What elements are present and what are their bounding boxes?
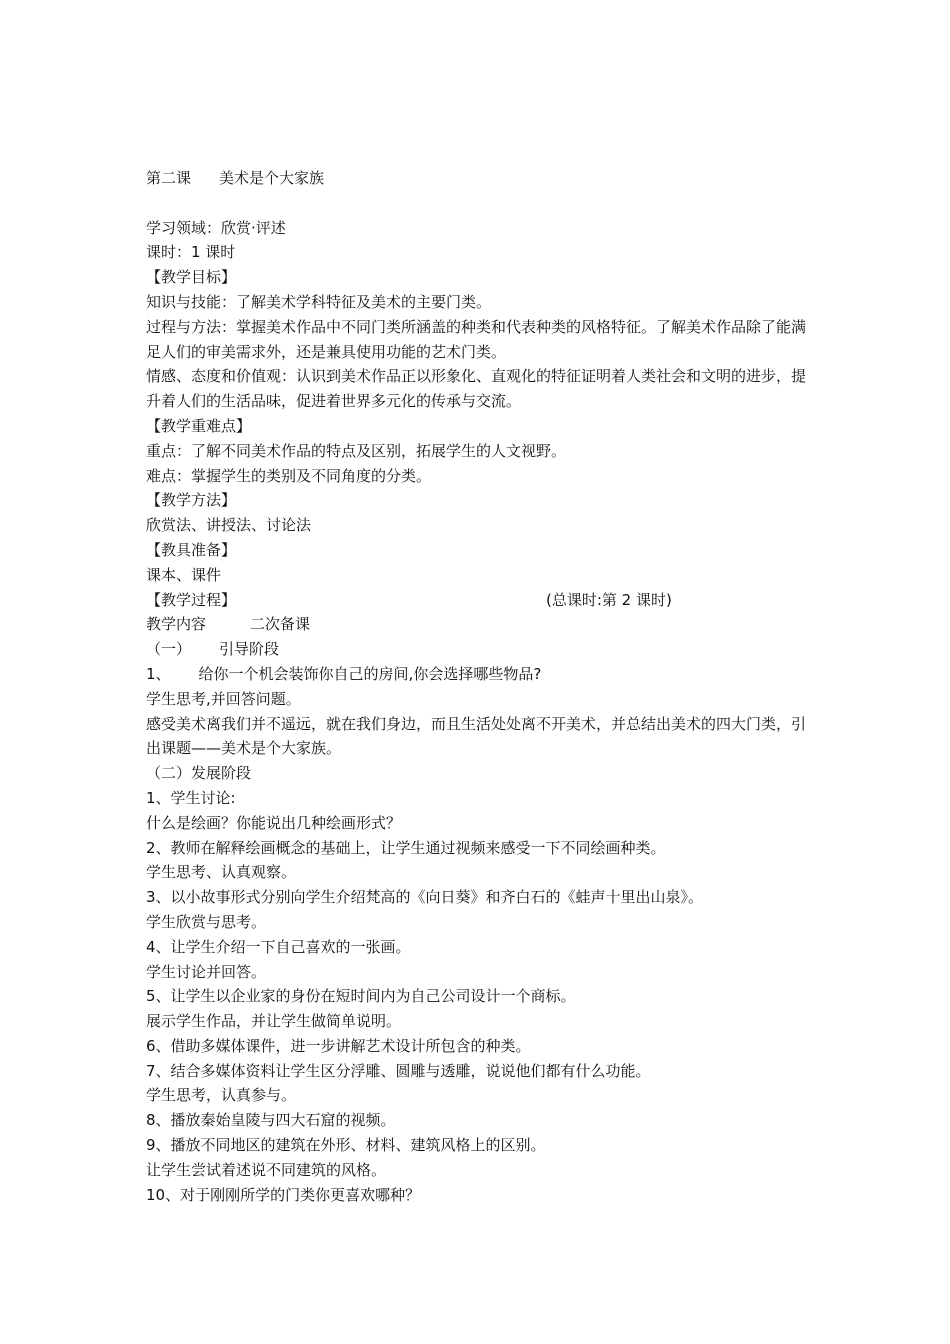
class-hours: 课时：1 课时 <box>146 243 236 262</box>
stage1-item1-text: 给你一个机会装饰你自己的房间,你会选择哪些物品? <box>198 664 542 683</box>
stage2-line: 10、对于刚刚所学的门类你更喜欢哪种？ <box>146 1185 421 1204</box>
stage1-line3: 感受美术离我们并不遥远，就在我们身边，而且生活处处离不开美术，并总结出美术的四大门类，引出课题——美术是个大家族。 <box>146 714 807 758</box>
stage2-line: 4、让学生介绍一下自己喜欢的一张画。 <box>146 937 411 956</box>
process-heading: 【教学过程】 <box>146 590 237 609</box>
stage1-heading <box>146 637 818 662</box>
stage2-list <box>146 786 818 1208</box>
stage1-item1 <box>146 662 818 687</box>
stage1-title: 引导阶段 <box>219 640 280 659</box>
stage2-line: 什么是绘画？你能说出几种绘画形式？ <box>146 813 402 832</box>
stage2-line: 学生思考、认真观察。 <box>146 863 297 882</box>
difficult-point: 难点：掌握学生的类别及不同角度的分类。 <box>146 466 432 485</box>
objective-values: 情感、态度和价值观：认识到美术作品正以形象化、直观化的特征证明着人类社会和文明的进步，提升着人们的生活品味，促进着世界多元化的传承与交流。 <box>146 367 807 411</box>
stage2-line: 7、结合多媒体资料让学生区分浮雕、圆雕与透雕，说说他们都有什么功能。 <box>146 1061 651 1080</box>
objectives-heading: 【教学目标】 <box>146 268 237 287</box>
lesson-name: 美术是个大家族 <box>219 169 325 187</box>
learning-domain: 学习领域：欣赏·评述 <box>146 218 286 237</box>
stage2-line: 学生讨论并回答。 <box>146 962 267 981</box>
stage2-line: 5、让学生以企业家的身份在短时间内为自己公司设计一个商标。 <box>146 987 576 1006</box>
lesson-number: 第二课 <box>146 169 192 187</box>
column-teaching-content: 教学内容 <box>146 615 207 634</box>
stage1-number: （一） <box>146 640 192 659</box>
document-body <box>146 166 818 1207</box>
key-difficult-heading: 【教学重难点】 <box>146 416 252 435</box>
stage2-line: 9、播放不同地区的建筑在外形、材料、建筑风格上的区别。 <box>146 1136 546 1155</box>
lesson-title <box>146 166 818 191</box>
method-heading: 【教学方法】 <box>146 491 237 510</box>
stage1-line2: 学生思考,并回答问题。 <box>146 689 301 708</box>
stage2-line: 3、以小故事形式分别向学生介绍梵高的《向日葵》和齐白石的《蛙声十里出山泉》。 <box>146 888 704 907</box>
stage1-item1-number: 1、 <box>146 664 171 683</box>
prep-text: 课本、课件 <box>146 565 222 584</box>
stage2-line: 1、学生讨论: <box>146 788 236 807</box>
column-headers <box>146 612 818 637</box>
stage2-line: 让学生尝试着述说不同建筑的风格。 <box>146 1160 387 1179</box>
objective-knowledge: 知识与技能：了解美术学科特征及美术的主要门类。 <box>146 292 492 311</box>
total-hours: (总课时:第 2 课时) <box>546 590 672 609</box>
stage2-line: 6、借助多媒体课件，进一步讲解艺术设计所包含的种类。 <box>146 1036 531 1055</box>
method-text: 欣赏法、讲授法、讨论法 <box>146 516 312 535</box>
stage2-line: 学生思考，认真参与。 <box>146 1086 297 1105</box>
stage2-line: 学生欣赏与思考。 <box>146 912 267 931</box>
process-heading-row <box>146 588 818 613</box>
column-second-prep: 二次备课 <box>250 615 311 634</box>
objective-process: 过程与方法：掌握美术作品中不同门类所涵盖的种类和代表种类的风格特征。了解美术作品除了能满足人们的审美需求外，还是兼具使用功能的艺术门类。 <box>146 317 807 361</box>
stage2-line: 2、教师在解释绘画概念的基础上，让学生通过视频来感受一下不同绘画种类。 <box>146 838 666 857</box>
stage2-heading: （二）发展阶段 <box>146 764 252 783</box>
stage2-line: 展示学生作品，并让学生做简单说明。 <box>146 1012 402 1031</box>
prep-heading: 【教具准备】 <box>146 540 237 559</box>
stage2-line: 8、播放秦始皇陵与四大石窟的视频。 <box>146 1111 396 1130</box>
key-point: 重点：了解不同美术作品的特点及区别，拓展学生的人文视野。 <box>146 441 567 460</box>
